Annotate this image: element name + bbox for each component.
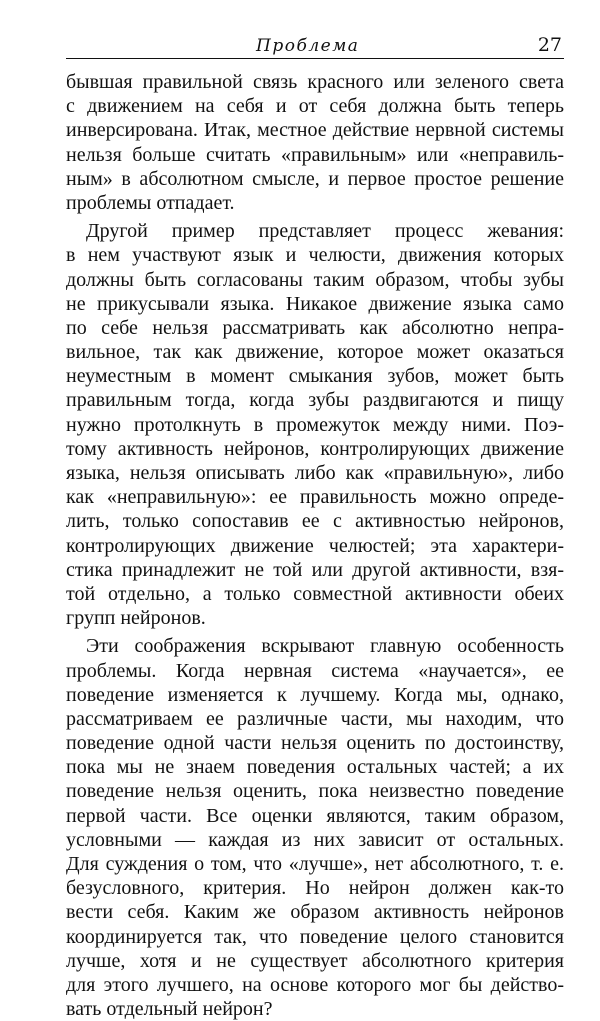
page-number: 27 <box>537 34 562 56</box>
text-line: Другой пример представляет процесс жевания: <box>86 220 564 243</box>
text-line: первой части. Все оценки являются, таким образом, <box>66 804 564 827</box>
text-line: Для суждения о том, что «лучше», нет абсолютного, т. е. <box>66 853 564 875</box>
text-line: Эти соображения вскрывают главную особенность <box>86 635 564 658</box>
text-line: ным» в абсолютном смысле, и первое простое решение <box>66 167 564 190</box>
text-line: нельзя больше считать «правильным» или «неправиль- <box>66 143 564 166</box>
running-title: Проблема <box>256 36 360 56</box>
text-line: нужно протолкнуть в промежуток между ними. Поэ- <box>66 413 564 436</box>
text-line: лучше, хотя и не существует абсолютного критерия <box>66 949 564 972</box>
text-line: лить, только сопоставив ее с активностью нейронов, <box>66 510 564 533</box>
text-line: поведение нельзя оценить, пока неизвестно поведение <box>66 780 564 803</box>
text-line: не прикусывали языка. Никакое движение языка само <box>66 292 564 315</box>
text-line: условными — каждая из них зависит от остальных. <box>66 828 564 851</box>
text-line: безусловного, критерия. Но нейрон должен как-то <box>66 877 564 900</box>
text-line: пока мы не знаем поведения остальных частей; а их <box>66 756 564 779</box>
text-line: как «неправильную»: ее правильность можно опреде- <box>66 486 564 509</box>
text-line: проблемы отпадает. <box>66 191 235 214</box>
text-line: бывшая правильной связь красного или зеленого света <box>66 71 564 93</box>
text-line: языка, нельзя описывать либо как «правильную», либо <box>66 462 564 484</box>
text-line: стика принадлежит не той или другой активности, взя- <box>66 558 564 581</box>
text-line: поведение одной части нельзя оценить по достоинству, <box>66 732 564 755</box>
text-line: рассматриваем ее различные части, мы находим, что <box>66 707 564 730</box>
text-line: тому активность нейронов, контролирующих движение <box>66 437 564 460</box>
text-line: групп нейронов. <box>66 607 206 630</box>
text-line: контролирующих движение челюстей; эта характери- <box>66 534 564 557</box>
text-line: должны быть согласованы таким образом, чтобы зубы <box>66 268 564 291</box>
text-line: инверсирована. Итак, местное действие нервной системы <box>66 119 564 142</box>
text-line: по себе нельзя рассматривать как абсолютно непра- <box>66 316 564 339</box>
text-line: координируется так, что поведение целого становится <box>66 925 564 948</box>
text-line: с движением на себя и от себя должна быть теперь <box>66 95 564 118</box>
text-line: вильное, так как движение, которое может оказаться <box>66 341 564 364</box>
running-header <box>66 28 564 59</box>
text-line: вать отдельный нейрон? <box>66 998 273 1021</box>
text-line: поведение изменяется к лучшему. Когда мы, однако, <box>66 683 564 706</box>
text-line: правильным тогда, когда зубы раздвигаются и пищу <box>66 389 564 412</box>
text-line: той отдельно, а только совместной активности обеих <box>66 582 564 605</box>
text-line: неуместным в момент смыкания зубов, может быть <box>66 365 564 388</box>
text-line: в нем участвуют язык и челюсти, движения которых <box>66 244 564 267</box>
text-line: вести себя. Каким же образом активность нейронов <box>66 901 564 924</box>
text-line: для этого лучшего, на основе которого мог бы действо- <box>66 973 564 996</box>
body-text <box>66 70 564 1021</box>
text-line: проблемы. Когда нервная система «научается», ее <box>66 659 564 682</box>
